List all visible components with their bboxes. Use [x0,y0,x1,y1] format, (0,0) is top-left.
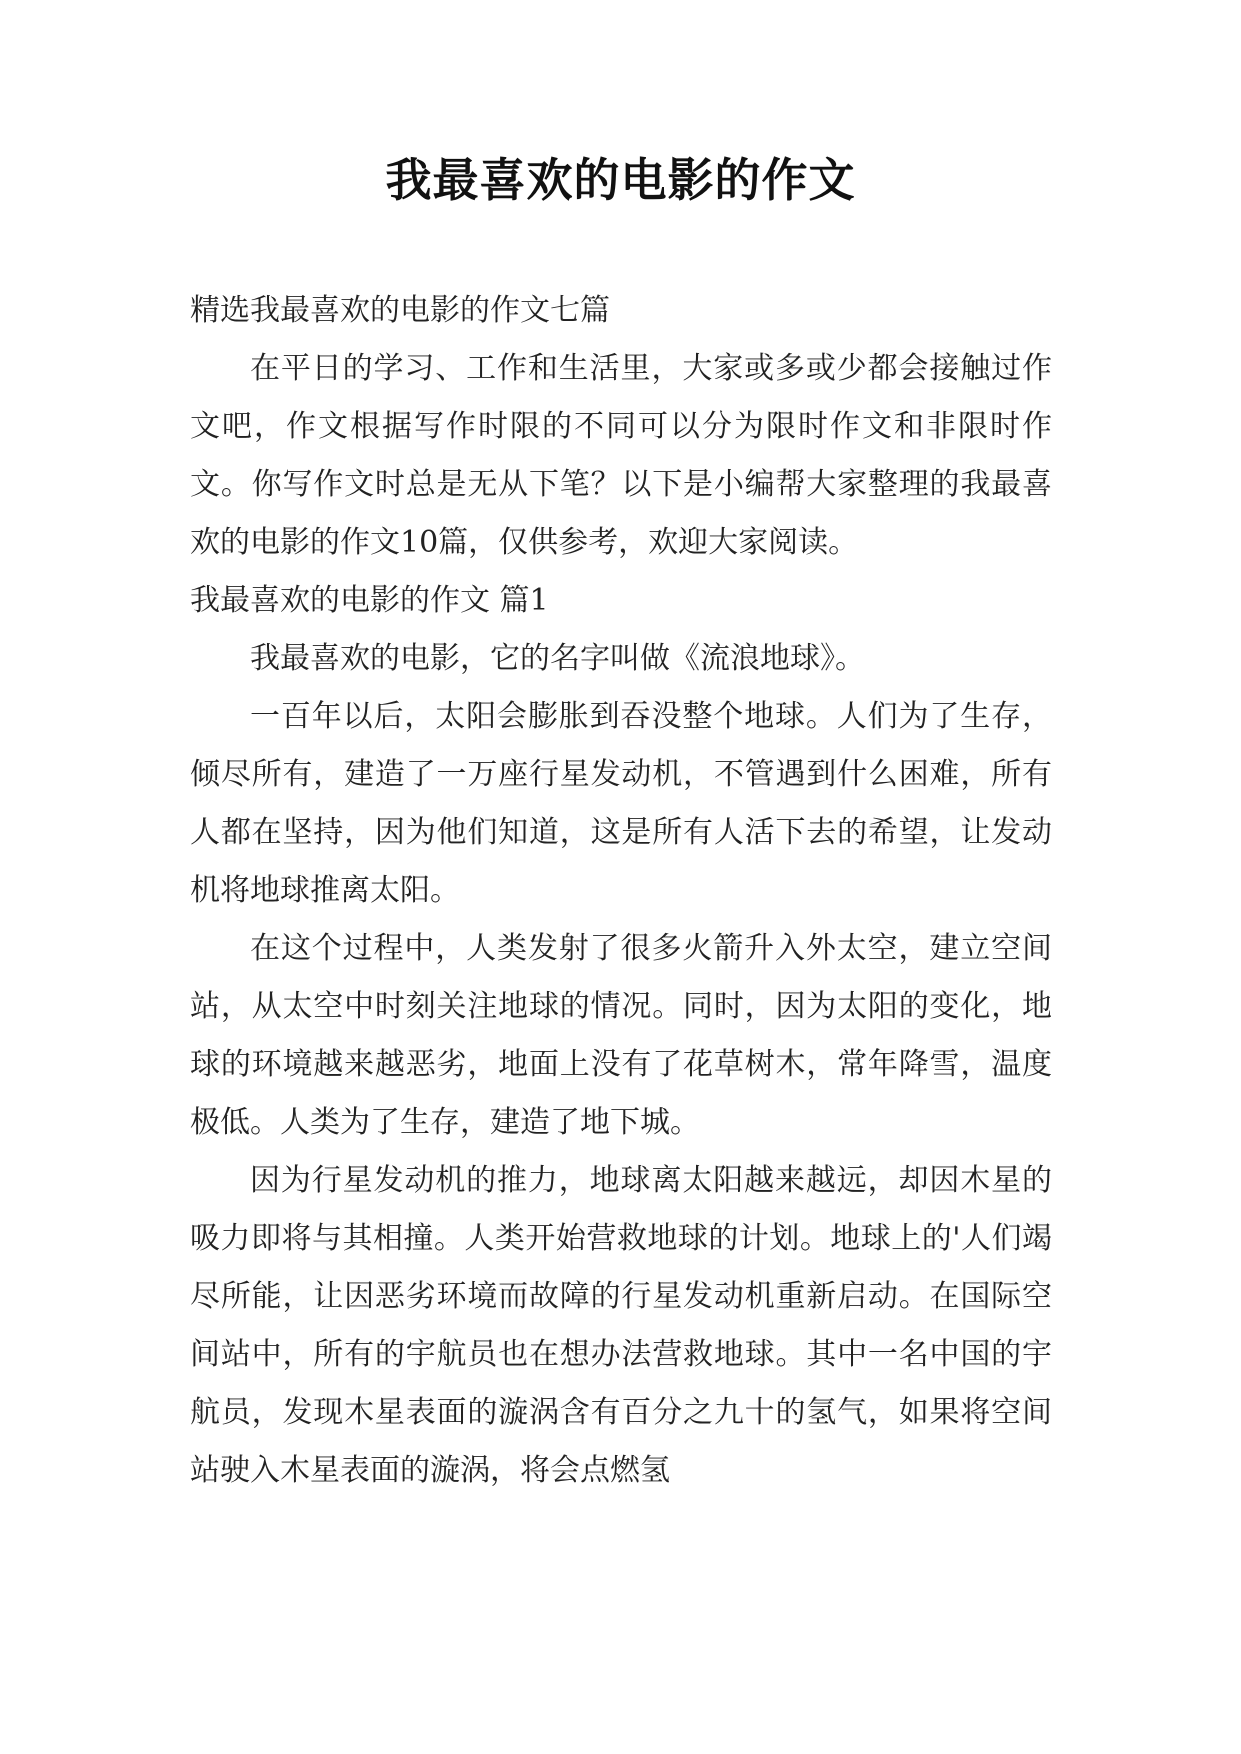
document-body [190,282,1052,1500]
document-title: 我最喜欢的电影的作文 [385,153,856,207]
body-paragraph: 一百年以后，太阳会膨胀到吞没整个地球。人们为了生存，倾尽所有，建造了一万座行星发动机，不管遇到什么困难，所有人都在坚持，因为他们知道，这是所有人活下去的希望，让发动机将地球推离太阳。 [190,699,1052,908]
subtitle-paragraph: 精选我最喜欢的电影的作文七篇 [190,293,610,328]
intro-paragraph: 在平日的学习、工作和生活里，大家或多或少都会接触过作文吧，作文根据写作时限的不同可以分为限时作文和非限时作文。你写作文时总是无从下笔？以下是小编帮大家整理的我最喜欢的电影的作文10篇，仅供参考，欢迎大家阅读。 [190,351,1052,560]
body-paragraph: 在这个过程中，人类发射了很多火箭升入外太空，建立空间站，从太空中时刻关注地球的情况。同时，因为太阳的变化，地球的环境越来越恶劣，地面上没有了花草树木，常年降雪，温度极低。人类为了生存，建造了地下城。 [190,931,1052,1140]
body-paragraph: 因为行星发动机的推力，地球离太阳越来越远，却因木星的吸力即将与其相撞。人类开始营救地球的计划。地球上的'人们竭尽所能，让因恶劣环境而故障的行星发动机重新启动。在国际空间站中，所有的宇航员也在想办法营救地球。其中一名中国的宇航员，发现木星表面的漩涡含有百分之九十的氢气，如果将空间站驶入木星表面的漩涡，将会点燃氢 [190,1163,1052,1488]
section-heading: 我最喜欢的电影的作文 篇1 [190,583,549,618]
body-paragraph: 我最喜欢的电影，它的名字叫做《流浪地球》。 [250,641,865,676]
